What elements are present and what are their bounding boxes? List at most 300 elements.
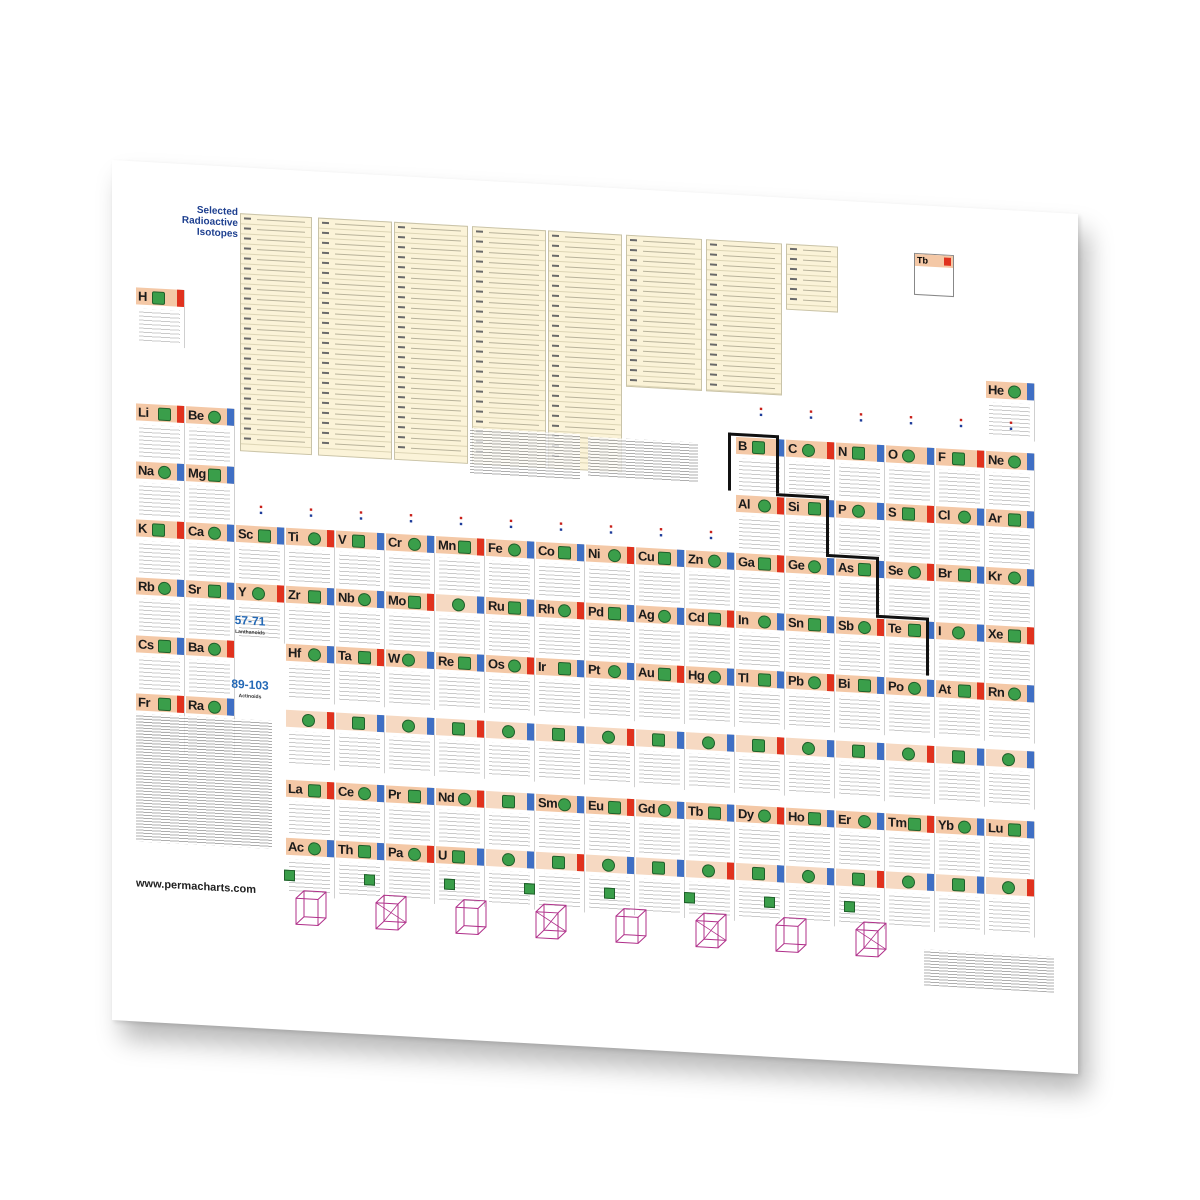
element-symbol: Pd: [588, 603, 604, 620]
element-symbol: Mn: [438, 537, 456, 554]
element-cell: [686, 732, 735, 793]
property-tab: [677, 732, 684, 749]
crystal-structure-icon: [1008, 571, 1021, 585]
group-label: ■ ■: [809, 408, 813, 422]
property-tab: [527, 599, 534, 616]
element-symbol: Hf: [288, 644, 301, 661]
element-data-lines: [339, 610, 380, 645]
crystal-structure-icon: [1008, 629, 1021, 643]
crystal-structure-icon: [902, 449, 915, 463]
element-data-lines: [939, 767, 980, 802]
crystal-structure-icon: [852, 744, 865, 758]
crystal-structure-icon: [958, 684, 971, 698]
crystal-structure-icon: [558, 604, 571, 618]
crystal-structure-icon: [208, 584, 221, 598]
property-tab: [777, 671, 784, 688]
element-data-lines: [439, 809, 480, 844]
crystal-structure-icon: [452, 850, 465, 864]
crystal-structure-icon: [458, 792, 471, 806]
property-tab: [827, 674, 834, 691]
property-tab: [577, 726, 584, 743]
element-data-lines: [639, 684, 680, 719]
isotope-column: [626, 235, 702, 391]
lattice-swatch: [444, 879, 455, 891]
property-tab: [577, 796, 584, 813]
element-data-lines: [989, 770, 1030, 805]
crystal-structure-icon: [652, 733, 665, 747]
element-cell: [886, 743, 935, 804]
property-tab: [527, 793, 534, 810]
element-data-lines: [989, 588, 1030, 623]
property-tab: [177, 696, 184, 713]
element-symbol: Ne: [988, 451, 1004, 468]
element-data-lines: [489, 812, 530, 847]
property-tab: [977, 566, 984, 583]
element-data-lines: [639, 568, 680, 603]
element-symbol: Br: [938, 565, 952, 581]
element-symbol: V: [338, 531, 347, 548]
crystal-structure-icon: [708, 806, 721, 820]
actinides-range: 89-103: [231, 676, 269, 693]
element-cell: [836, 616, 885, 677]
element-data-lines: [839, 638, 880, 673]
crystal-structure-icon: [308, 784, 321, 798]
element-symbol: Nb: [338, 589, 355, 606]
element-data-lines: [439, 615, 480, 650]
crystal-structure-icon: [502, 725, 515, 739]
element-cell: [486, 539, 535, 600]
element-data-lines: [789, 635, 830, 670]
element-cell: [536, 542, 585, 603]
element-symbol: Ce: [338, 783, 354, 800]
property-tab: [577, 544, 584, 561]
element-cell: [536, 724, 585, 785]
property-tab: [877, 813, 884, 830]
property-tab: [677, 550, 684, 567]
crystal-structure-icon: [158, 582, 171, 596]
property-tab: [677, 608, 684, 625]
element-cell: [436, 652, 485, 713]
property-tab: [377, 843, 384, 860]
element-symbol: Ag: [638, 606, 655, 623]
element-data-lines: [639, 626, 680, 661]
element-data-lines: [539, 679, 580, 714]
element-symbol: Xe: [988, 625, 1003, 642]
element-symbol: Sc: [238, 526, 253, 542]
crystal-structure-icon: [552, 856, 565, 870]
property-tab: [227, 524, 234, 541]
crystal-structure-icon: [302, 714, 315, 728]
element-cell: [386, 785, 435, 846]
lanthanides-range: 57-71: [234, 612, 266, 629]
crystal-structure-icon: [158, 698, 171, 712]
element-cell: [986, 625, 1035, 686]
element-cell: [336, 647, 385, 708]
element-data-lines: [939, 527, 980, 562]
property-tab: [1027, 453, 1034, 470]
crystal-structure-icon: [402, 653, 415, 667]
property-tab: [827, 558, 834, 575]
element-data-lines: [539, 745, 580, 780]
property-tab: [527, 657, 534, 674]
element-symbol: Bi: [838, 675, 850, 692]
element-symbol: O: [888, 446, 898, 462]
element-data-lines: [789, 577, 830, 612]
property-tab: [677, 860, 684, 877]
crystal-structure-icon: [458, 656, 471, 670]
property-tab: [327, 712, 334, 729]
property-tab: [727, 668, 734, 685]
crystal-structure-icon: [552, 728, 565, 742]
element-cell: [536, 600, 585, 661]
element-data-lines: [989, 472, 1030, 507]
property-tab: [627, 605, 634, 622]
element-cell: [736, 735, 785, 796]
property-tab: [777, 497, 784, 514]
element-cell: [836, 442, 885, 503]
element-cell: [986, 749, 1035, 810]
lattice-swatch: [844, 901, 855, 913]
key-tab: [944, 258, 951, 266]
element-data-lines: [889, 764, 930, 799]
element-symbol: Mo: [388, 592, 406, 609]
element-cell: [586, 727, 635, 788]
property-tab: [877, 445, 884, 462]
element-data-lines: [889, 466, 930, 501]
property-tab: [177, 464, 184, 481]
element-data-lines: [839, 832, 880, 867]
element-data-lines: [489, 618, 530, 653]
element-data-lines: [339, 734, 380, 769]
property-tab: [727, 610, 734, 627]
element-data-lines: [189, 601, 230, 636]
element-cell: [786, 738, 835, 799]
crystal-structure-icon: [408, 790, 421, 804]
element-cell: [636, 663, 685, 724]
element-symbol: Pt: [588, 661, 600, 678]
element-cell: [586, 603, 635, 664]
group-label: ■ ■: [1009, 420, 1013, 433]
element-symbol: Sm: [538, 794, 558, 811]
property-tab: [877, 619, 884, 636]
property-tab: [427, 652, 434, 669]
property-tab: [177, 290, 184, 307]
crystal-structure-icon: [708, 612, 721, 626]
crystal-structure-icon: [658, 552, 671, 566]
crystal-structure-icon: [652, 861, 665, 875]
element-cell: [786, 440, 835, 501]
group-label: ■ ■: [509, 518, 513, 531]
property-tab: [877, 677, 884, 694]
title-line: Isotopes: [196, 226, 238, 241]
element-data-lines: [839, 464, 880, 499]
property-tab: [277, 527, 284, 544]
element-data-lines: [289, 731, 330, 766]
element-symbol: Ni: [588, 545, 600, 562]
crystal-structure-icon: [908, 682, 921, 696]
element-data-lines: [139, 483, 180, 518]
element-symbol: Cs: [138, 636, 154, 653]
element-data-lines: [139, 657, 180, 692]
property-tab: [927, 506, 934, 523]
crystal-structure-icon: [802, 870, 815, 884]
element-cell: [586, 661, 635, 722]
staircase-segment: [776, 435, 779, 493]
property-tab: [627, 663, 634, 680]
property-tab: [477, 790, 484, 807]
crystal-structure-icon: [952, 878, 965, 892]
isotope-column: [318, 218, 392, 460]
element-symbol: K: [138, 520, 147, 536]
element-symbol: Ca: [188, 523, 204, 540]
element-symbol: I: [938, 623, 942, 639]
element-symbol: Os: [488, 656, 505, 672]
element-data-lines: [539, 621, 580, 656]
element-cell: [636, 799, 685, 860]
element-symbol: Cu: [638, 548, 655, 565]
crystal-structure-icon: [458, 540, 471, 554]
property-tab: [977, 682, 984, 699]
element-cell: [786, 556, 835, 617]
element-data-lines: [789, 693, 830, 728]
element-cell: [286, 586, 335, 647]
element-data-lines: [289, 607, 330, 642]
element-cell: [936, 874, 985, 935]
element-data-lines: [539, 815, 580, 850]
element-symbol: Th: [338, 841, 353, 858]
element-symbol: Y: [238, 584, 247, 600]
element-symbol: Ac: [288, 838, 304, 855]
element-symbol: Li: [138, 404, 149, 421]
element-data-lines: [989, 898, 1030, 933]
property-tab: [777, 807, 784, 824]
property-tab: [927, 746, 934, 763]
crystal-structure-icon: [208, 468, 221, 482]
crystal-structure-icon: [452, 598, 465, 612]
crystal-structure-icon: [858, 563, 871, 577]
element-cell: [786, 808, 835, 869]
element-cell: [686, 608, 735, 669]
property-tab: [477, 654, 484, 671]
crystal-structure-icon: [408, 848, 421, 862]
crystal-structure-icon: [658, 610, 671, 624]
element-data-lines: [589, 566, 630, 601]
isotope-column: [786, 244, 838, 313]
element-cell: [286, 780, 335, 841]
crystal-structure-icon: [752, 441, 765, 455]
crystal-structure-icon: [708, 554, 721, 568]
crystal-structure-icon: [602, 730, 615, 744]
property-tab: [177, 638, 184, 655]
key-cell-legend: [914, 253, 954, 297]
element-symbol: La: [288, 780, 303, 797]
element-cell: [936, 816, 985, 877]
property-tab: [727, 862, 734, 879]
element-symbol: Eu: [588, 797, 604, 814]
element-symbol: H: [138, 288, 147, 304]
property-tab: [327, 782, 334, 799]
crystal-structure-icon: [558, 662, 571, 676]
group-label: ■ ■: [259, 504, 263, 517]
element-cell: [536, 658, 585, 719]
element-data-lines: [339, 804, 380, 839]
element-cell: [436, 788, 485, 849]
property-tab: [527, 851, 534, 868]
property-tab: [827, 442, 834, 459]
property-tab: [827, 740, 834, 757]
group-label: ■ ■: [709, 529, 713, 542]
element-data-lines: [789, 829, 830, 864]
element-symbol: S: [888, 504, 897, 520]
group-label: ■ ■: [909, 414, 913, 427]
element-symbol: Cd: [688, 609, 705, 626]
element-symbol: F: [938, 449, 946, 465]
element-symbol: Ta: [338, 647, 352, 664]
crystal-structure-icon: [858, 621, 871, 635]
crystal-structure-icon: [252, 587, 265, 601]
crystal-structure-icon: [208, 642, 221, 656]
crystal-structure-icon: [808, 812, 821, 826]
lattice-swatch: [364, 874, 375, 886]
property-tab: [1027, 879, 1034, 896]
orthorhombic-lattice-icon: [768, 911, 814, 960]
element-symbol: Ba: [188, 639, 204, 656]
crystal-structure-icon: [1008, 385, 1021, 399]
property-tab: [977, 818, 984, 835]
element-cell: [636, 547, 685, 608]
property-tab: [477, 596, 484, 613]
element-data-lines: [589, 624, 630, 659]
crystal-structure-icon: [608, 665, 621, 679]
crystal-structure-icon: [758, 809, 771, 823]
element-data-lines: [489, 560, 530, 595]
element-cell: [186, 464, 235, 525]
element-cell: [486, 721, 535, 782]
element-symbol: Dy: [738, 805, 754, 822]
element-data-lines: [839, 522, 880, 557]
property-tab: [1027, 511, 1034, 528]
crystal-structure-icon: [558, 798, 571, 812]
property-tab: [927, 448, 934, 465]
element-data-lines: [689, 571, 730, 606]
element-data-lines: [639, 750, 680, 785]
property-tab: [777, 865, 784, 882]
notes-text-block: [136, 713, 272, 849]
property-tab: [827, 616, 834, 633]
element-cell: [336, 531, 385, 592]
element-cell: [236, 525, 285, 586]
element-cell: [286, 528, 335, 589]
crystal-structure-icon: [502, 795, 515, 809]
element-symbol: Te: [888, 620, 902, 637]
crystal-structure-icon: [708, 670, 721, 684]
element-symbol: Ga: [738, 553, 755, 570]
crystal-structure-icon: [408, 538, 421, 552]
element-cell: [336, 589, 385, 650]
element-cell: [486, 655, 535, 716]
crystal-structure-icon: [1002, 753, 1015, 767]
crystal-structure-icon: [408, 596, 421, 610]
property-tab: [377, 785, 384, 802]
element-cell: [636, 605, 685, 666]
property-tab: [777, 613, 784, 630]
title-line: Selected: [196, 204, 238, 219]
element-cell: [486, 597, 535, 658]
crystal-structure-icon: [308, 648, 321, 662]
element-symbol: Zn: [688, 551, 703, 568]
element-data-lines: [139, 599, 180, 634]
element-symbol: W: [388, 650, 400, 667]
property-tab: [377, 649, 384, 666]
element-data-lines: [489, 742, 530, 777]
property-tab: [177, 580, 184, 597]
element-cell: [686, 802, 735, 863]
element-symbol: Pa: [388, 844, 403, 861]
element-cell: [436, 594, 485, 655]
element-data-lines: [339, 668, 380, 703]
property-tab: [577, 602, 584, 619]
crystal-structure-icon: [1008, 513, 1021, 527]
property-tab: [427, 536, 434, 553]
element-cell: [686, 666, 735, 727]
element-data-lines: [439, 557, 480, 592]
element-data-lines: [989, 530, 1030, 565]
element-data-lines: [789, 519, 830, 554]
crystal-lattice-legend: [112, 160, 1078, 214]
property-tab: [627, 547, 634, 564]
element-data-lines: [989, 840, 1030, 875]
element-cell: [886, 813, 935, 874]
element-symbol: Co: [538, 542, 555, 559]
crystal-structure-icon: [702, 736, 715, 750]
element-data-lines: [889, 582, 930, 617]
crystal-structure-icon: [608, 801, 621, 815]
crystal-structure-icon: [808, 618, 821, 632]
crystal-structure-icon: [308, 842, 321, 856]
element-symbol: C: [788, 440, 797, 457]
element-cell: [586, 545, 635, 606]
property-tab: [1027, 383, 1034, 400]
element-symbol: Gd: [638, 800, 656, 817]
element-symbol: Pb: [788, 672, 804, 689]
element-data-lines: [389, 806, 430, 841]
element-data-lines: [739, 632, 780, 667]
element-data-lines: [139, 541, 180, 576]
crystal-structure-icon: [958, 820, 971, 834]
property-tab: [227, 408, 234, 425]
element-symbol: At: [938, 681, 951, 697]
element-symbol: Tb: [688, 803, 703, 820]
element-symbol: Hg: [688, 667, 705, 684]
element-symbol: Sb: [838, 617, 854, 634]
property-tab: [377, 715, 384, 732]
element-cell: [136, 461, 185, 522]
element-cell: [136, 577, 185, 638]
crystal-structure-icon: [508, 601, 521, 615]
element-cell: [386, 533, 435, 594]
property-tab: [427, 594, 434, 611]
element-data-lines: [189, 427, 230, 462]
element-data-lines: [189, 659, 230, 694]
property-tab: [777, 737, 784, 754]
crystal-structure-icon: [808, 560, 821, 574]
property-tab: [727, 552, 734, 569]
property-tab: [677, 802, 684, 819]
crystal-structure-icon: [758, 557, 771, 571]
element-data-lines: [539, 563, 580, 598]
lanthanides-label: Lanthanoids: [235, 628, 265, 637]
crystal-structure-icon: [802, 742, 815, 756]
